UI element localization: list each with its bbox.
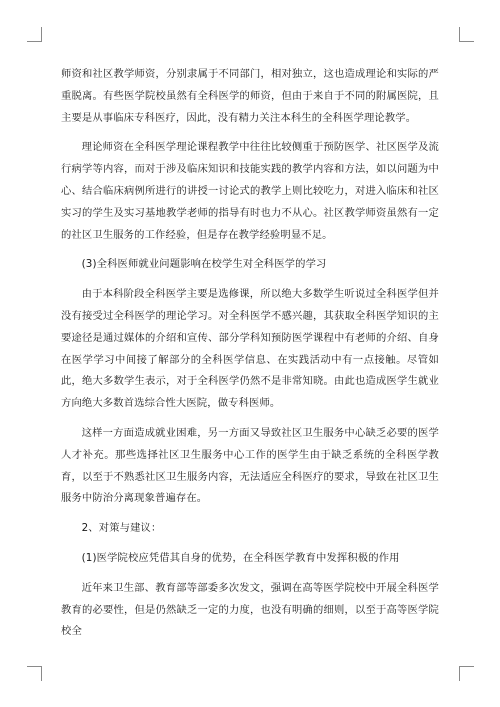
- paragraph-faculty-separation: 师资和社区教学师资，分别隶属于不同部门，相对独立，这也造成理论和实际的严重脱离。有些医学院校虽然有全科医学的师资，但由于来自于不同的附属医院，且主要是从事临床专科医疗，因此，没有精力关注本科生的全科医学理论教学。: [61, 68, 439, 124]
- section-heading-countermeasures: 2、对策与建议：: [81, 522, 162, 535]
- subheading-employment-issue: (3)全科医师就业问题影响在校学生对全科医学的学习: [81, 258, 327, 271]
- document-body: [61, 64, 439, 651]
- crop-mark-bottom-left: [27, 666, 42, 681]
- crop-mark-bottom-right: [459, 666, 474, 681]
- crop-mark-top-left: [27, 27, 42, 42]
- paragraph-theory-faculty: 理论师资在全科医学理论课程教学中往往比较侧重于预防医学、社区医学及流行病学等内容，而对于涉及临床知识和技能实践的教学内容和方法，如以问题为中心、结合临床病例所进行的讲授一讨论式的教学上则比较吃力，对进入临床和社区实习的学生及实习基地教学老师的指导有时也力不从心。社区教学师资虽然有一定的社区卫生服务的工作经验，但是存在教学经验明显不足。: [61, 141, 439, 241]
- paragraph-elective-course: 由于本科阶段全科医学主要是选修课，所以绝大多数学生听说过全科医学但并没有接受过全科医学的理论学习。对全科医学不感兴趣，其获取全科医学知识的主要途径是通过媒体的介绍和宣传、部分学科知预防医学课程中有老师的介绍、自身在医学学习中间接了解部分的全科医学信息、在实践活动中有一点接触。尽管如此，绝大多数学生表示，对于全科医学仍然不是非常知晓。由此也造成医学生就业方向绝大多数首选综合性大医院，做专科医师。: [61, 288, 439, 410]
- subheading-medical-schools-role: (1)医学院校应凭借其自身的优势，在全科医学教育中发挥积极的作用: [81, 551, 400, 564]
- paragraph-ministry-documents: 近年来卫生部、教育部等部委多次发文，强调在高等医学院校中开展全科医学教育的必要性，但是仍然缺乏一定的力度，也没有明确的细则，以至于高等医学院校全: [61, 581, 439, 638]
- crop-mark-top-right: [459, 27, 474, 42]
- paragraph-community-shortage: 这样一方面造成就业困难，另一方面又导致社区卫生服务中心缺乏必要的医学人才补充。那些选择社区卫生服务中心工作的医学生由于缺乏系统的全科医学教育，以至于不熟悉社区卫生服务内容，无法适应全科医疗的要求，导致在社区卫生服务中防治分离现象普遍存在。: [61, 426, 439, 505]
